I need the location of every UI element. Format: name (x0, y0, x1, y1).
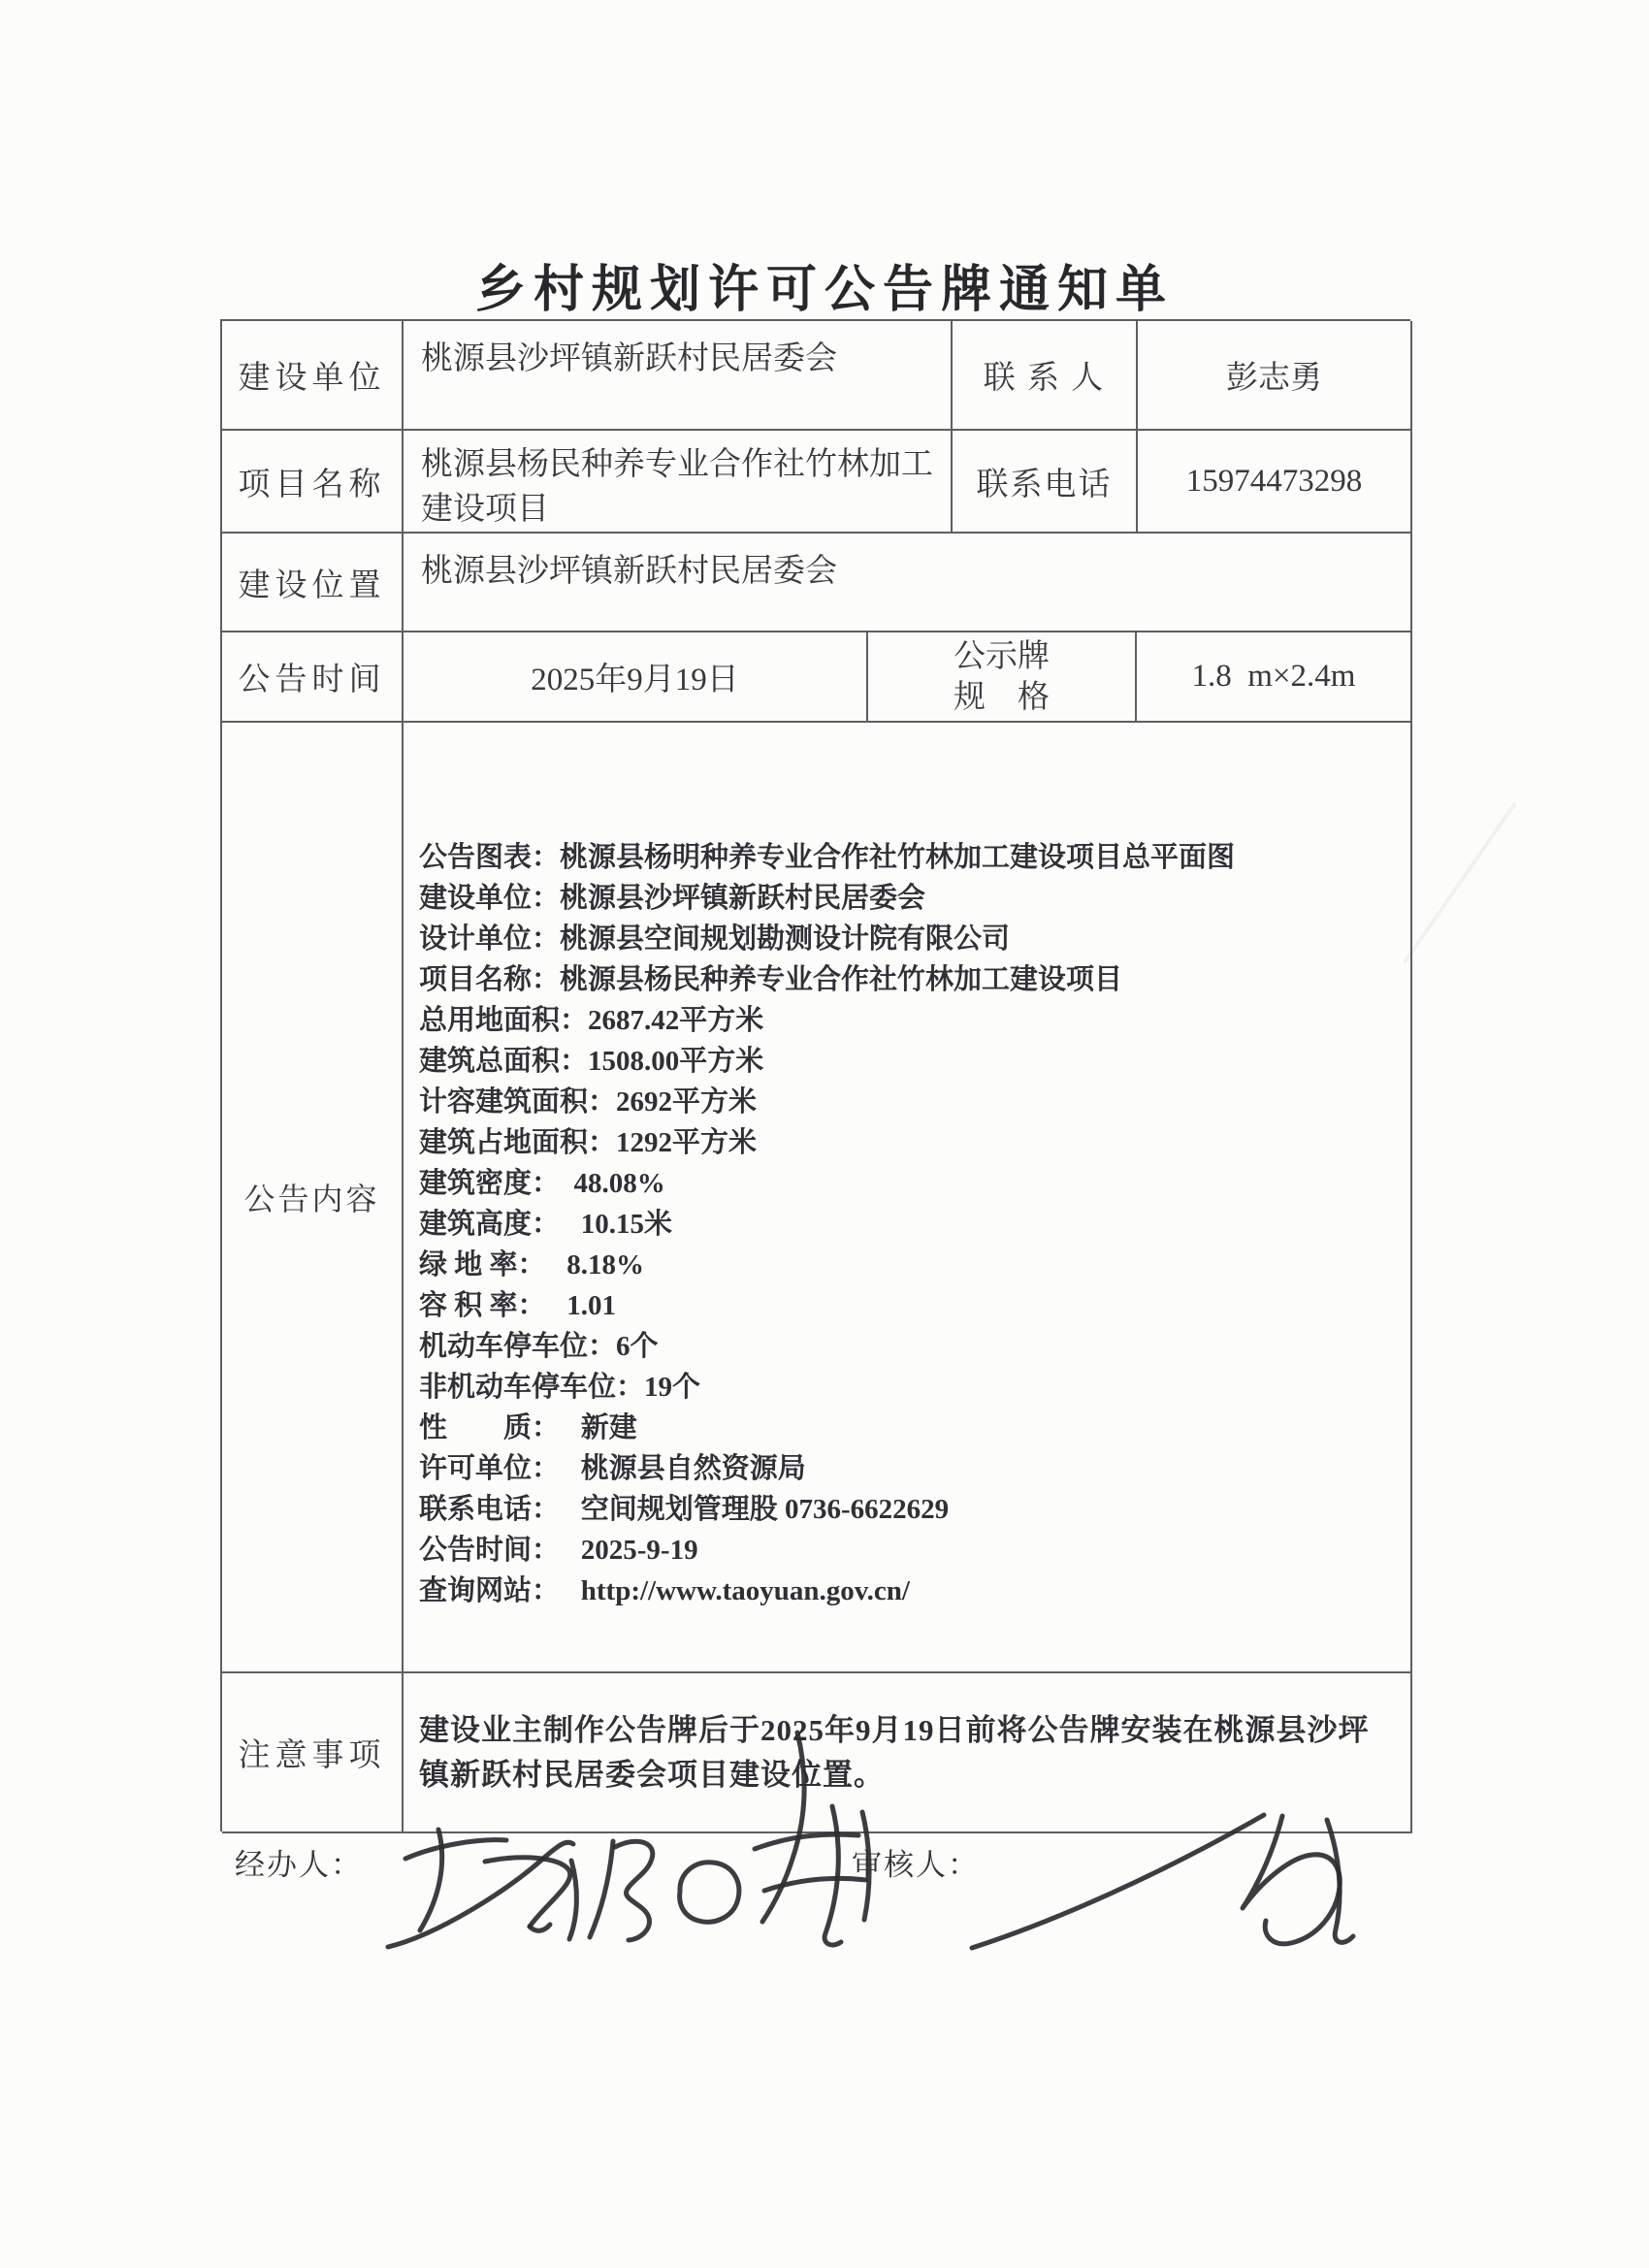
operator-signature-1 (388, 1830, 576, 1947)
announcement-line: 绿 地 率： 8.18% (419, 1249, 645, 1280)
announcement-date-value: 2025年9月19日 (404, 632, 868, 723)
announcement-line: 机动车停车位：6个 (419, 1331, 659, 1362)
announcement-line: 建筑高度： 10.15米 (419, 1209, 673, 1240)
contact-person-label: 联 系 人 (953, 321, 1138, 431)
announcement-line: 建筑占地面积：1292平方米 (419, 1127, 758, 1158)
operator-signature-2 (590, 1841, 739, 1940)
announcement-date-label: 公告时间 (222, 632, 404, 723)
announcement-line: 设计单位：桃源县空间规划勘测设计院有限公司 (419, 923, 1011, 955)
notes-text: 建设业主制作公告牌后于2025年9月19日前将公告牌安装在桃源县沙坪镇新跃村民居委会项目建设位置。 (419, 1712, 1370, 1792)
announcement-line: 总用地面积：2687.42平方米 (419, 1005, 764, 1036)
notes-label: 注意事项 (222, 1673, 404, 1833)
construction-location-label: 建设位置 (222, 534, 404, 632)
announcement-line: 公告图表：桃源县杨明种养专业合作社竹林加工建设项目总平面图 (419, 842, 1236, 873)
operator-label: 经办人： (235, 1848, 363, 1882)
announcement-line: 项目名称：桃源县杨民种养专业合作社竹林加工建设项目 (419, 964, 1123, 995)
page-title: 乡村规划许可公告牌通知单 (474, 263, 1174, 318)
announcement-line: 建设单位：桃源县沙坪镇新跃村民居委会 (419, 883, 926, 914)
board-spec-label-line1: 公示牌 (954, 638, 1050, 674)
announcement-line: 联系电话： 空间规划管理股 0736-6622629 (419, 1494, 950, 1525)
board-spec-value: 1.8 m×2.4m (1137, 632, 1412, 723)
announcement-line: 查询网站： http://www.taoyuan.gov.cn/ (419, 1575, 910, 1606)
announcement-line: 容 积 率： 1.01 (419, 1290, 617, 1321)
announcement-line: 计容建筑面积：2692平方米 (419, 1086, 758, 1118)
board-spec-label-line2: 规 格 (954, 679, 1050, 715)
announcement-line: 建筑密度： 48.08% (419, 1168, 665, 1199)
notice-table (220, 319, 1410, 1831)
construction-location-value: 桃源县沙坪镇新跃村民居委会 (404, 534, 1412, 632)
paper-crease (1405, 803, 1515, 962)
announcement-line: 建筑总面积：1508.00平方米 (419, 1046, 764, 1077)
contact-person-value: 彭志勇 (1138, 321, 1412, 431)
contact-phone-value: 15974473298 (1138, 431, 1412, 534)
announcement-line: 许可单位： 桃源县自然资源局 (419, 1453, 806, 1484)
construction-unit-label: 建设单位 (222, 321, 404, 431)
announcement-content-label: 公告内容 (222, 723, 404, 1673)
reviewer-signature (972, 1815, 1353, 1948)
announcement-line: 性 质： 新建 (419, 1412, 637, 1443)
reviewer-label: 审核人： (852, 1848, 980, 1882)
announcement-content-cell (404, 723, 1412, 1673)
construction-unit-value: 桃源县沙坪镇新跃村民居委会 (404, 321, 953, 431)
announcement-line: 公告时间： 2025-9-19 (419, 1535, 698, 1566)
project-name-label: 项目名称 (222, 431, 404, 534)
notes-cell (404, 1673, 1412, 1833)
contact-phone-label: 联系电话 (953, 431, 1138, 534)
board-spec-label (868, 632, 1137, 723)
project-name-value: 桃源县杨民种养专业合作社竹林加工建设项目 (404, 431, 953, 534)
announcement-line: 非机动车停车位：19个 (419, 1372, 701, 1403)
